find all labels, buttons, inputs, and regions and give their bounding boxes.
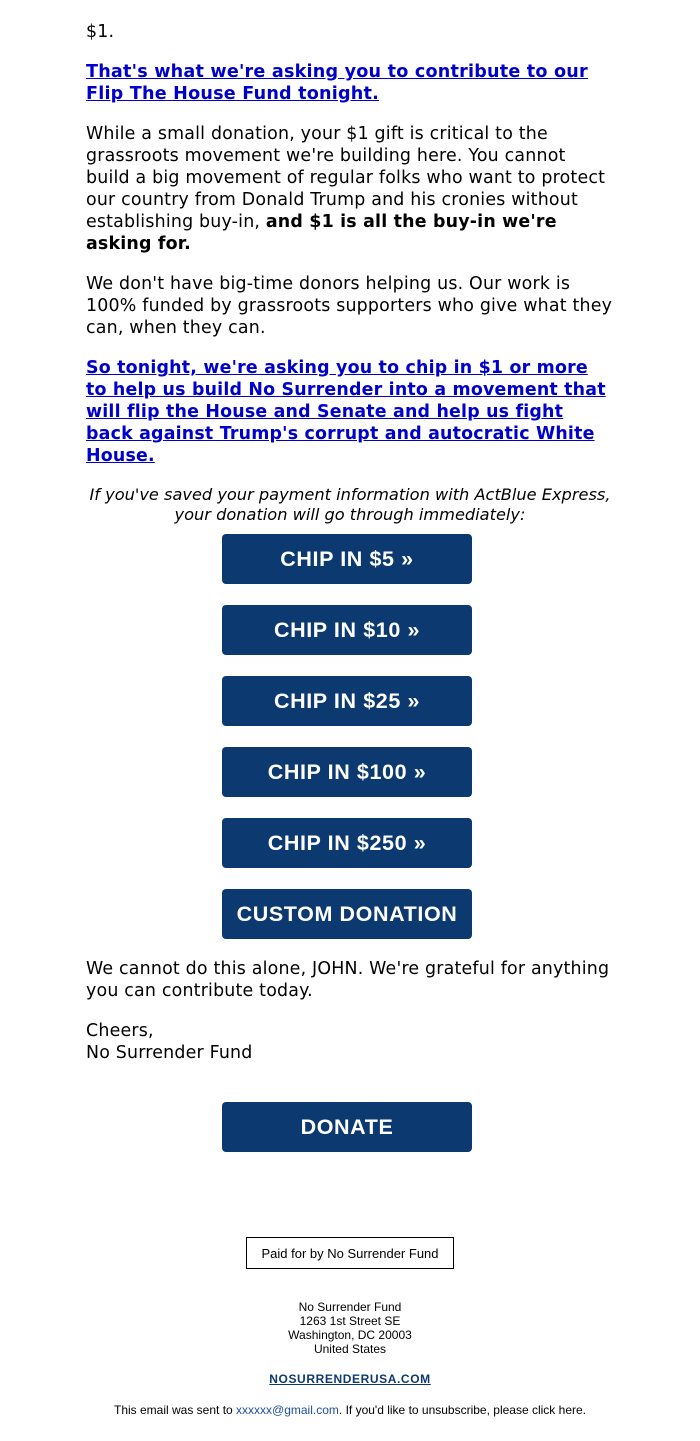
actblue-note-line1: If you've saved your payment information with ActBlue Express, bbox=[89, 485, 611, 504]
unsubscribe-footer bbox=[0, 1403, 700, 1417]
headline-paragraph bbox=[86, 61, 614, 105]
closing-paragraph: We cannot do this alone, JOHN. We're grateful for anything you can contribute today. bbox=[86, 959, 610, 1001]
recipient-email[interactable]: xxxxxx@gmail.com bbox=[236, 1403, 339, 1417]
website-link[interactable]: NOSURRENDERUSA.COM bbox=[269, 1372, 431, 1386]
ask-paragraph bbox=[86, 357, 614, 467]
address-country: United States bbox=[313, 1342, 387, 1356]
chip-in-100-button[interactable]: CHIP IN $100 » bbox=[222, 747, 472, 797]
address-street: 1263 1st Street SE bbox=[299, 1314, 401, 1328]
chip-in-ask-link[interactable]: So tonight, we're asking you to chip in $1 or more to help us build No Surrender into a movement that will flip the House and Senate and help us fight back against Trump's corrupt and autocratic White House. bbox=[86, 358, 606, 466]
actblue-note-line2: your donation will go through immediately: bbox=[174, 505, 526, 524]
chip-in-5-button[interactable]: CHIP IN $5 » bbox=[222, 534, 472, 584]
website-row bbox=[0, 1372, 700, 1386]
chip-in-25-button[interactable]: CHIP IN $25 » bbox=[222, 676, 472, 726]
signoff bbox=[86, 1020, 614, 1064]
address-city: Washington, DC 20003 bbox=[288, 1328, 412, 1342]
paid-for-disclaimer: Paid for by No Surrender Fund bbox=[246, 1237, 454, 1269]
gift-bold-text: and $1 is all the buy-in we're asking for. bbox=[86, 212, 557, 254]
gift-text: While a small donation, your $1 gift is critical to the grassroots movement we're building here. You cannot build a big movement of regular folks who want to protect our country from Donald Trump and his cronies without establishing buy-in, bbox=[86, 124, 606, 232]
funding-paragraph: We don't have big-time donors helping us. Our work is 100% funded by grassroots supporters who give what they can, when they can. bbox=[86, 274, 613, 338]
mailing-address bbox=[0, 1300, 700, 1356]
amount-line: $1. bbox=[86, 22, 115, 42]
custom-donation-button[interactable]: CUSTOM DONATION bbox=[222, 889, 472, 939]
flip-the-house-link[interactable]: That's what we're asking you to contribute to our Flip The House Fund tonight. bbox=[86, 62, 588, 104]
footer-suffix[interactable]: . If you'd like to unsubscribe, please click here. bbox=[338, 1403, 586, 1417]
chip-in-10-button[interactable]: CHIP IN $10 » bbox=[222, 605, 472, 655]
footer-prefix: This email was sent to bbox=[113, 1403, 237, 1417]
signoff-greeting: Cheers, bbox=[86, 1021, 154, 1041]
signoff-name: No Surrender Fund bbox=[86, 1043, 253, 1063]
chip-in-250-button[interactable]: CHIP IN $250 » bbox=[222, 818, 472, 868]
address-org: No Surrender Fund bbox=[298, 1300, 402, 1314]
donate-button[interactable]: DONATE bbox=[222, 1102, 472, 1152]
gift-paragraph bbox=[86, 123, 614, 255]
actblue-note bbox=[86, 485, 614, 525]
